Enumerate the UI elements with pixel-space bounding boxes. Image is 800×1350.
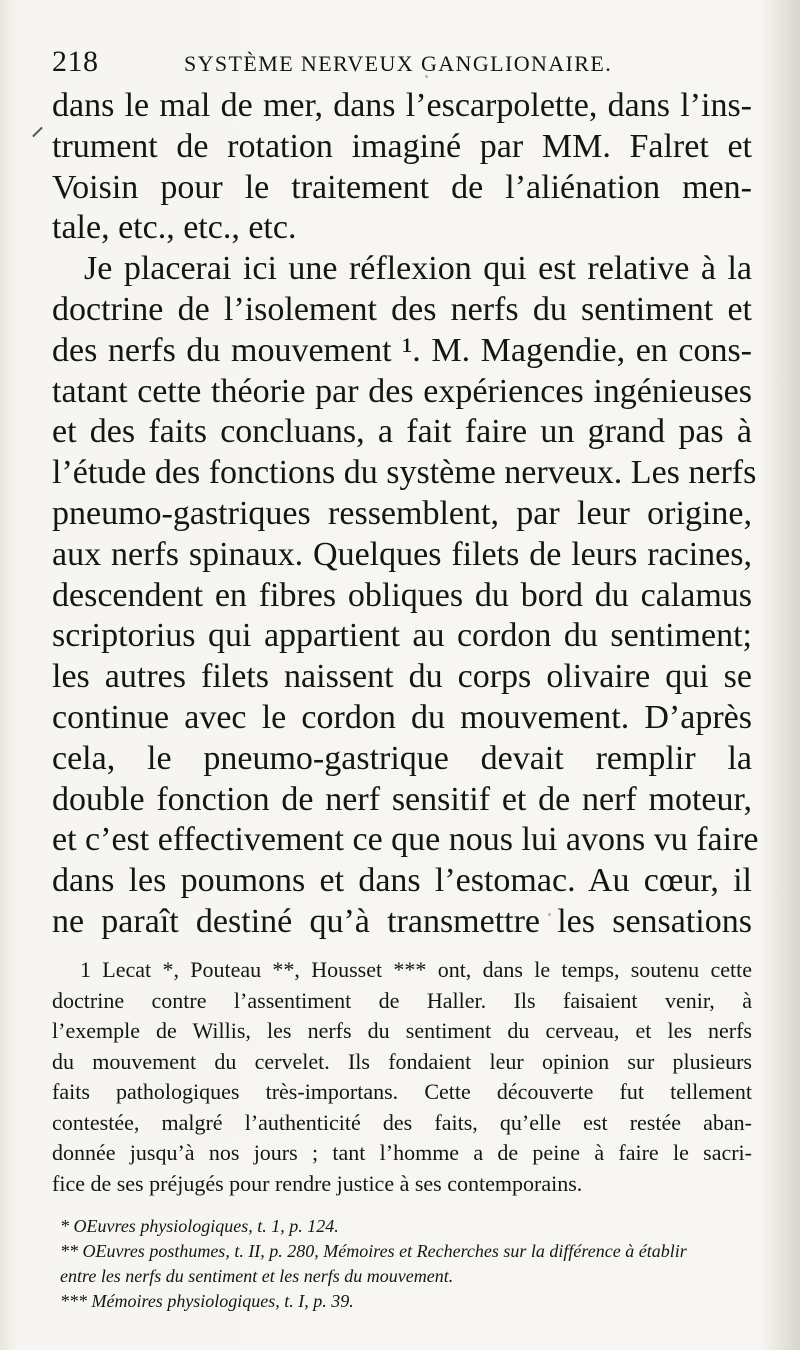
text-line: dans les poumons et dans l’estomac. Au cœur, il <box>52 862 752 900</box>
footnote-line: faits pathologiques très-importans. Cette découverte fut tellement <box>52 1079 752 1104</box>
text-line: aux nerfs spinaux. Quelques filets de leurs racines, <box>52 535 752 573</box>
running-head: SYSTÈME NERVEUX GANGLIONAIRE. <box>184 51 613 76</box>
text-line: continue avec le cordon du mouvement. D’après <box>52 698 752 736</box>
text-line: trument de rotation imaginé par MM. Falret et <box>52 127 752 165</box>
main-text <box>52 86 759 943</box>
footnote-line: 1 Lecat *, Pouteau **, Housset *** ont, dans le temps, soutenu cette <box>80 957 752 982</box>
text-line: descendent en fibres obliques du bord du calamus <box>52 576 752 614</box>
reference-line: entre les nerfs du sentiment et les nerfs du mouvement. <box>60 1266 454 1286</box>
reference-line: * OEuvres physiologiques, t. 1, p. 124. <box>60 1216 339 1236</box>
text-line: double fonction de nerf sensitif et de nerf moteur, <box>52 780 752 818</box>
footnote-line: du mouvement du cervelet. Ils fondaient leur opinion sur plusieurs <box>52 1048 752 1074</box>
text-line: des nerfs du mouvement ¹. M. Magendie, en cons- <box>52 331 752 369</box>
page-number: 218 <box>52 45 99 78</box>
footnote-line: l’exemple de Willis, les nerfs du sentiment du cerveau, et les nerfs <box>52 1018 752 1043</box>
footnote-line: fice de ses préjugés pour rendre justice à ses contemporains. <box>52 1170 583 1196</box>
footnote-line: doctrine contre l’assentiment de Haller. Ils faisaient venir, à <box>52 987 752 1013</box>
text-line: l’étude des fonctions du système nerveux. Les nerfs <box>52 454 757 492</box>
footnote-line: contestée, malgré l’authenticité des faits, qu’elle est restée aban- <box>52 1109 752 1135</box>
text-line: et des faits concluans, a fait faire un grand pas à <box>52 413 752 451</box>
text-line: tatant cette théorie par des expériences ingénieuses <box>52 372 752 410</box>
margin-mark <box>32 127 43 138</box>
text-line: et c’est effectivement ce que nous lui avons vu faire <box>52 821 759 859</box>
text-line: cela, le pneumo-gastrique devait remplir la <box>52 739 752 777</box>
text-line: doctrine de l’isolement des nerfs du sentiment et <box>52 290 752 328</box>
footnote <box>52 955 752 1199</box>
text-line: les autres filets naissent du corps olivaire qui se <box>52 658 752 696</box>
text-line: Voisin pour le traitement de l’aliénation men- <box>52 168 752 206</box>
text-line: dans le mal de mer, dans l’escarpolette, dans l’ins- <box>52 87 752 124</box>
text-line: tale, etc., etc., etc. <box>52 209 297 247</box>
text-line: ne paraît destiné qu’à transmettre les sensations <box>52 902 752 940</box>
reference-notes <box>60 1214 755 1314</box>
text-line: scriptorius qui appartient au cordon du sentiment; <box>52 617 752 655</box>
text-line: pneumo-gastriques ressemblent, par leur origine, <box>52 494 752 532</box>
reference-line: ** OEuvres posthumes, t. II, p. 280, Mémoires et Recherches sur la différence à établir <box>60 1241 687 1261</box>
reference-line: *** Mémoires physiologiques, t. I, p. 39. <box>60 1291 354 1311</box>
footnote-line: donnée jusqu’à nos jours ; tant l’homme a de peine à faire le sacri- <box>52 1140 752 1165</box>
text-line: Je placerai ici une réflexion qui est relative à la <box>84 250 752 288</box>
page-header <box>52 44 692 84</box>
